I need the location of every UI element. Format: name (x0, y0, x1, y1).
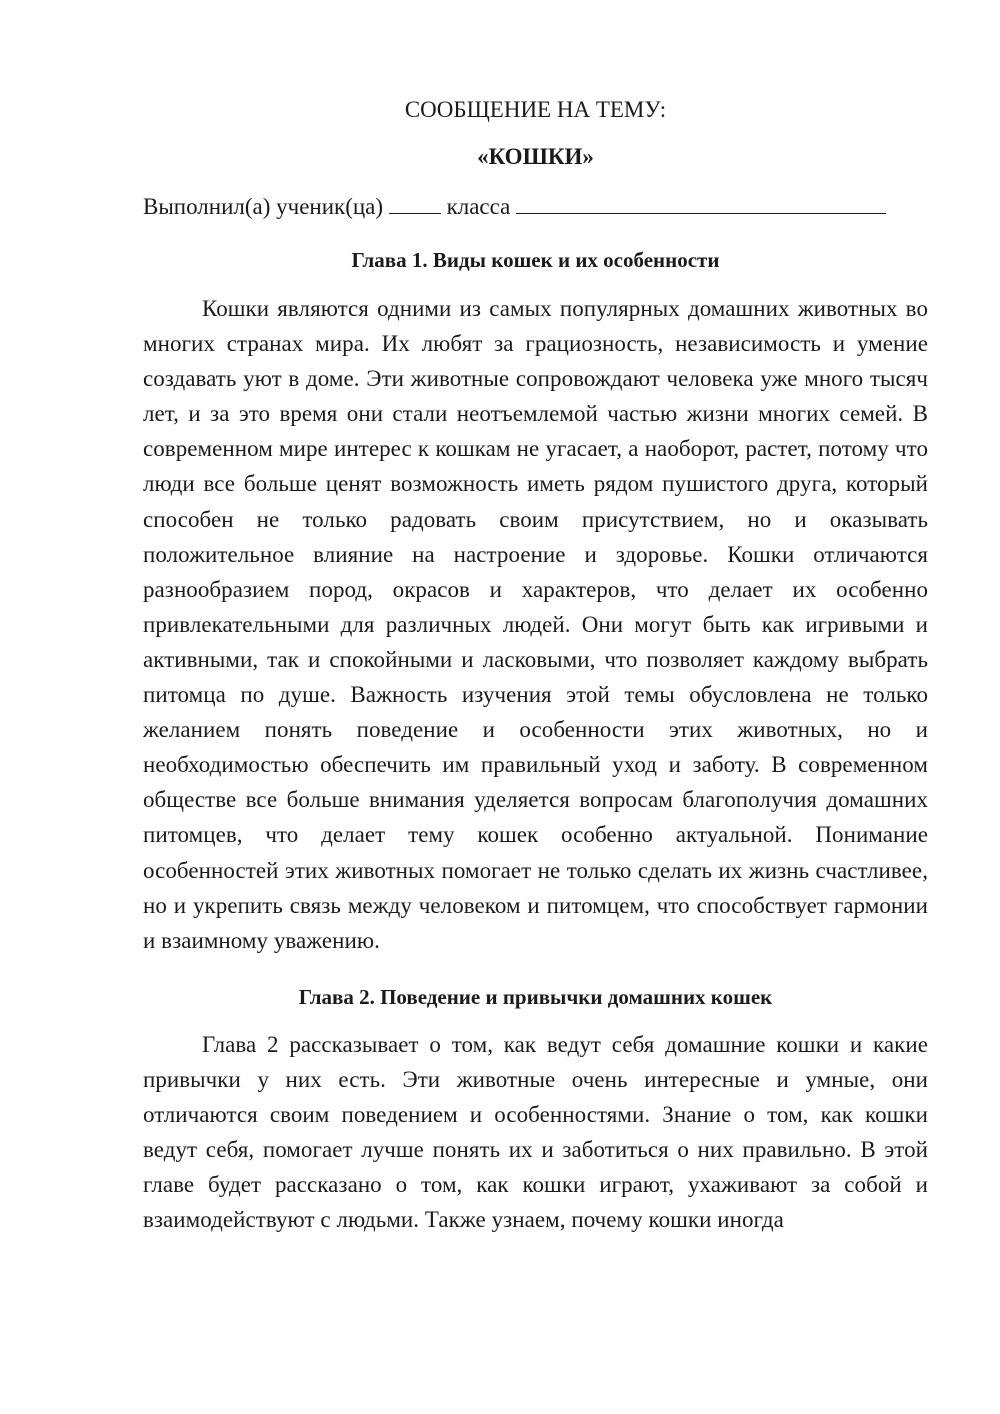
chapter-1-heading: Глава 1. Виды кошек и их особенности (351, 248, 720, 272)
title-name: «КОШКИ» (477, 144, 594, 169)
class-name-blank-field[interactable] (516, 193, 886, 214)
title-topic: СООБЩЕНИЕ НА ТЕМУ: (404, 97, 667, 122)
author-label: Выполнил(а) ученик(ца) (143, 194, 384, 219)
chapter-1-paragraph: Кошки являются одними из самых популярных домашних животных во многих странах мира. Их любят за грациозность, независимость и умение создавать уют в доме. Эти животные сопровождают человека уже много тысяч лет, и за это время они стали неотъемлемой частью жизни многих семей. В современном мире интерес к кошкам не угасает, а наоборот, растет, потому что люди все больше ценят возможность иметь рядом пушистого друга, который способен не только радовать своим присутствием, но и оказывать положительное влияние на настроение и здоровье. Кошки отличаются разнообразием пород, окрасов и характеров, что делает их особенно привлекательными для различных людей. Они могут быть как игривыми и активными, так и спокойными и ласковыми, что позволяет каждому выбрать питомца по душе. Важность изучения этой темы обусловлена не только желанием понять поведение и особенности этих животных, но и необходимостью обеспечить им правильный уход и заботу. В современном обществе все больше внимания уделяется вопросам благополучия домашних питомцев, что делает тему кошек особенно актуальной. Понимание особенностей этих животных помогает не только сделать их жизнь счастливее, но и укрепить связь между человеком и питомцем, что способствует гармонии и взаимному уважению. (143, 296, 928, 953)
grade-blank-field[interactable] (389, 193, 441, 214)
class-label: класса (446, 194, 511, 219)
chapter-2-heading: Глава 2. Поведение и привычки домашних кошек (298, 984, 773, 1009)
document-page (143, 95, 928, 1237)
chapter-2-paragraph: Глава 2 рассказывает о том, как ведут себя домашние кошки и какие привычки у них есть. Эти животные очень интересные и умные, они отличаются своим поведением и особенностями. Знание о том, как кошки ведут себя, помогает лучше понять их и заботиться о них правильно. В этой главе будет рассказано о том, как кошки играют, ухаживают за собой и взаимодействуют с людьми. Также узнаем, почему кошки иногда (143, 1031, 928, 1233)
author-line (143, 192, 928, 222)
